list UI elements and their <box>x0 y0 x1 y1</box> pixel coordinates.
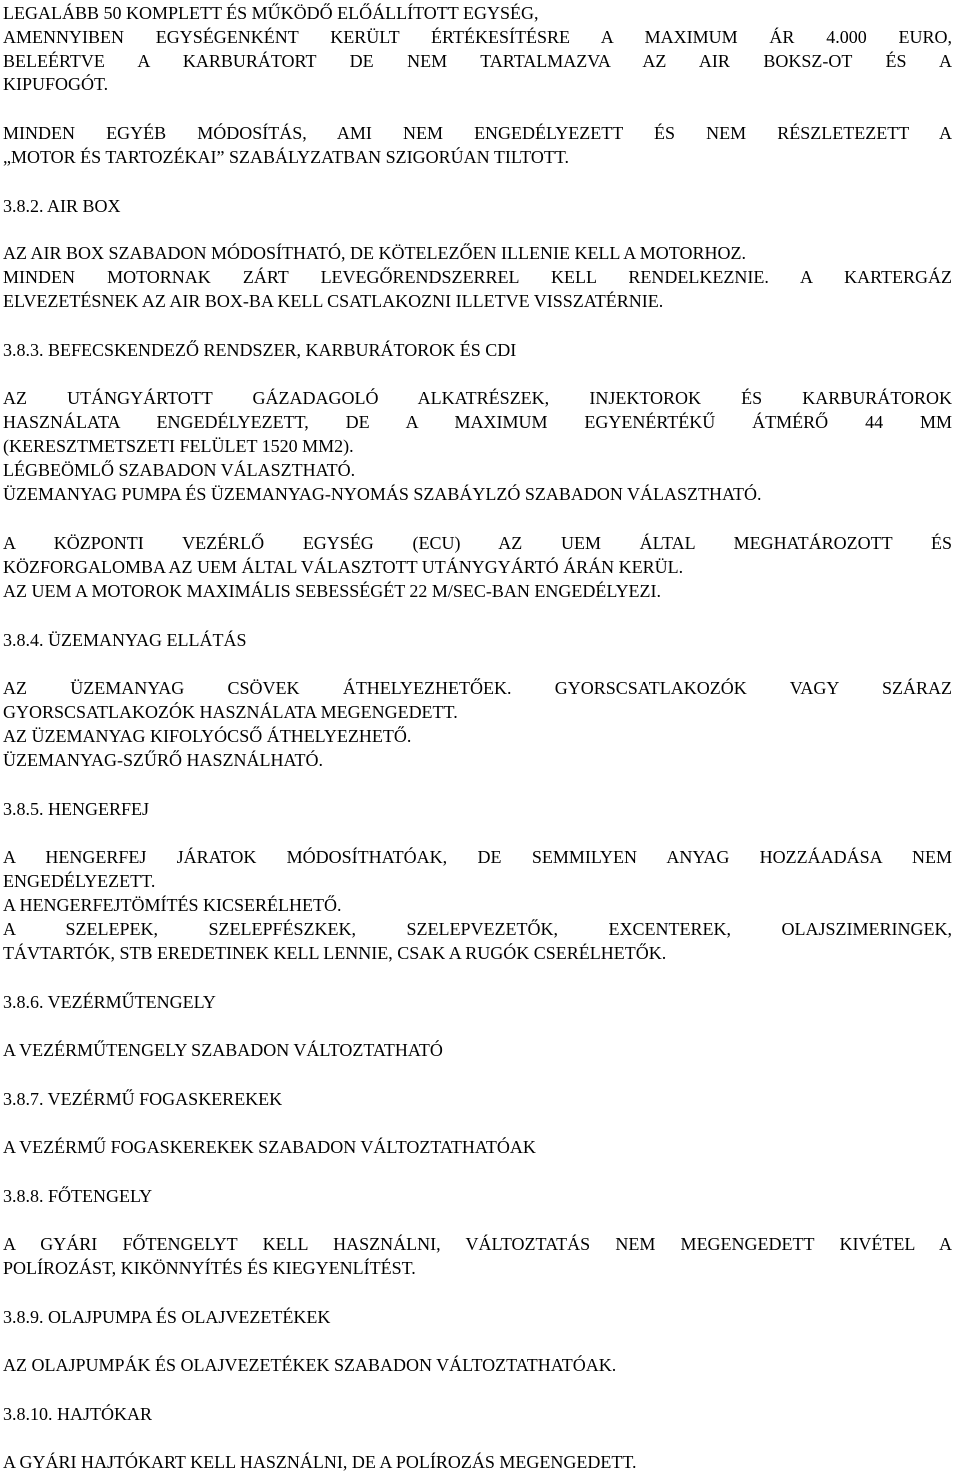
paragraph-line: LEGALÁBB 50 KOMPLETT ÉS MŰKÖDŐ ELŐÁLLÍTOTT EGYSÉG, <box>3 3 539 23</box>
paragraph-line: A SZELEPEK, SZELEPFÉSZKEK, SZELEPVEZETŐK, EXCENTEREK, OLAJSZIMERINGEK, <box>3 919 952 939</box>
section-heading-oil-pump: 3.8.9. OLAJPUMPA ÉS OLAJVEZETÉKEK <box>3 1307 331 1327</box>
paragraph-line: AZ UEM A MOTOROK MAXIMÁLIS SEBESSÉGÉT 22 M/SEC-BAN ENGEDÉLYEZI. <box>3 581 662 601</box>
paragraph-line: AZ ÜZEMANYAG CSÖVEK ÁTHELYEZHETŐEK. GYORSCSATLAKOZÓK VAGY SZÁRAZ <box>3 678 952 698</box>
section-heading-camshaft: 3.8.6. VEZÉRMŰTENGELY <box>3 992 216 1012</box>
paragraph-line: AZ UTÁNGYÁRTOTT GÁZADAGOLÓ ALKATRÉSZEK, INJEKTOROK ÉS KARBURÁTOROK <box>3 388 952 408</box>
paragraph-line: GYORSCSATLAKOZÓK HASZNÁLATA MEGENGEDETT. <box>3 702 458 722</box>
paragraph-line: MINDEN EGYÉB MÓDOSÍTÁS, AMI NEM ENGEDÉLYEZETT ÉS NEM RÉSZLETEZETT A <box>3 123 952 143</box>
section-heading-fuel-supply: 3.8.4. ÜZEMANYAG ELLÁTÁS <box>3 630 247 650</box>
paragraph-line: A GYÁRI FŐTENGELYT KELL HASZNÁLNI, VÁLTOZTATÁS NEM MEGENGEDETT KIVÉTEL A <box>3 1234 952 1254</box>
paragraph-line: ELVEZETÉSNEK AZ AIR BOX-BA KELL CSATLAKOZNI ILLETVE VISSZATÉRNIE. <box>3 291 664 311</box>
section-heading-cylinder-head: 3.8.5. HENGERFEJ <box>3 799 150 819</box>
paragraph-line: AMENNYIBEN EGYSÉGENKÉNT KERÜLT ÉRTÉKESÍTÉSRE A MAXIMUM ÁR 4.000 EURO, <box>3 27 952 47</box>
paragraph-line: A KÖZPONTI VEZÉRLŐ EGYSÉG (ECU) AZ UEM ÁLTAL MEGHATÁROZOTT ÉS <box>3 533 952 553</box>
paragraph-line: LÉGBEÖMLŐ SZABADON VÁLASZTHATÓ. <box>3 460 356 480</box>
paragraph-line: MINDEN MOTORNAK ZÁRT LEVEGŐRENDSZERREL KELL RENDELKEZNIE. A KARTERGÁZ <box>3 267 952 287</box>
paragraph-line: A HENGERFEJ JÁRATOK MÓDOSÍTHATÓAK, DE SEMMILYEN ANYAG HOZZÁADÁSA NEM <box>3 847 952 867</box>
paragraph-line: AZ AIR BOX SZABADON MÓDOSÍTHATÓ, DE KÖTELEZŐEN ILLENIE KELL A MOTORHOZ. <box>3 243 746 263</box>
paragraph-line: (KERESZTMETSZETI FELÜLET 1520 MM2). <box>3 436 354 456</box>
section-heading-injection: 3.8.3. BEFECSKENDEZŐ RENDSZER, KARBURÁTOROK ÉS CDI <box>3 340 517 360</box>
paragraph-line: A VEZÉRMŰ FOGASKEREKEK SZABADON VÁLTOZTATHATÓAK <box>3 1137 536 1157</box>
paragraph-line: KIPUFOGÓT. <box>3 74 109 94</box>
section-heading-crankshaft: 3.8.8. FŐTENGELY <box>3 1186 153 1206</box>
paragraph-line: TÁVTARTÓK, STB EREDETINEK KELL LENNIE, CSAK A RUGÓK CSERÉLHETŐK. <box>3 943 667 963</box>
paragraph-line: ENGEDÉLYEZETT. <box>3 871 156 891</box>
paragraph-line: A HENGERFEJTÖMÍTÉS KICSERÉLHETŐ. <box>3 895 342 915</box>
paragraph-line: AZ OLAJPUMPÁK ÉS OLAJVEZETÉKEK SZABADON VÁLTOZTATHATÓAK. <box>3 1355 617 1375</box>
paragraph-line: ÜZEMANYAG-SZŰRŐ HASZNÁLHATÓ. <box>3 750 323 770</box>
section-heading-connecting-rod: 3.8.10. HAJTÓKAR <box>3 1404 153 1424</box>
paragraph-line: A GYÁRI HAJTÓKART KELL HASZNÁLNI, DE A POLÍROZÁS MEGENGEDETT. <box>3 1452 637 1472</box>
paragraph-line: ÜZEMANYAG PUMPA ÉS ÜZEMANYAG-NYOMÁS SZABÁYLZÓ SZABADON VÁLASZTHATÓ. <box>3 484 762 504</box>
paragraph-line: BELEÉRTVE A KARBURÁTORT DE NEM TARTALMAZVA AZ AIR BOKSZ-OT ÉS A <box>3 51 952 71</box>
paragraph-line: POLÍROZÁST, KIKÖNNYÍTÉS ÉS KIEGYENLÍTÉST. <box>3 1258 416 1278</box>
section-heading-timing-gears: 3.8.7. VEZÉRMŰ FOGASKEREKEK <box>3 1089 283 1109</box>
paragraph-line: A VEZÉRMŰTENGELY SZABADON VÁLTOZTATHATÓ <box>3 1040 443 1060</box>
paragraph-line: KÖZFORGALOMBA AZ UEM ÁLTAL VÁLASZTOTT UTÁNYGYÁRTÓ ÁRÁN KERÜL. <box>3 557 684 577</box>
paragraph-line: HASZNÁLATA ENGEDÉLYEZETT, DE A MAXIMUM EGYENÉRTÉKŰ ÁTMÉRŐ 44 MM <box>3 412 952 432</box>
section-heading-air-box: 3.8.2. AIR BOX <box>3 196 121 216</box>
paragraph-line: „MOTOR ÉS TARTOZÉKAI” SZABÁLYZATBAN SZIGORÚAN TILTOTT. <box>3 147 569 167</box>
paragraph-line: AZ ÜZEMANYAG KIFOLYÓCSŐ ÁTHELYEZHETŐ. <box>3 726 412 746</box>
